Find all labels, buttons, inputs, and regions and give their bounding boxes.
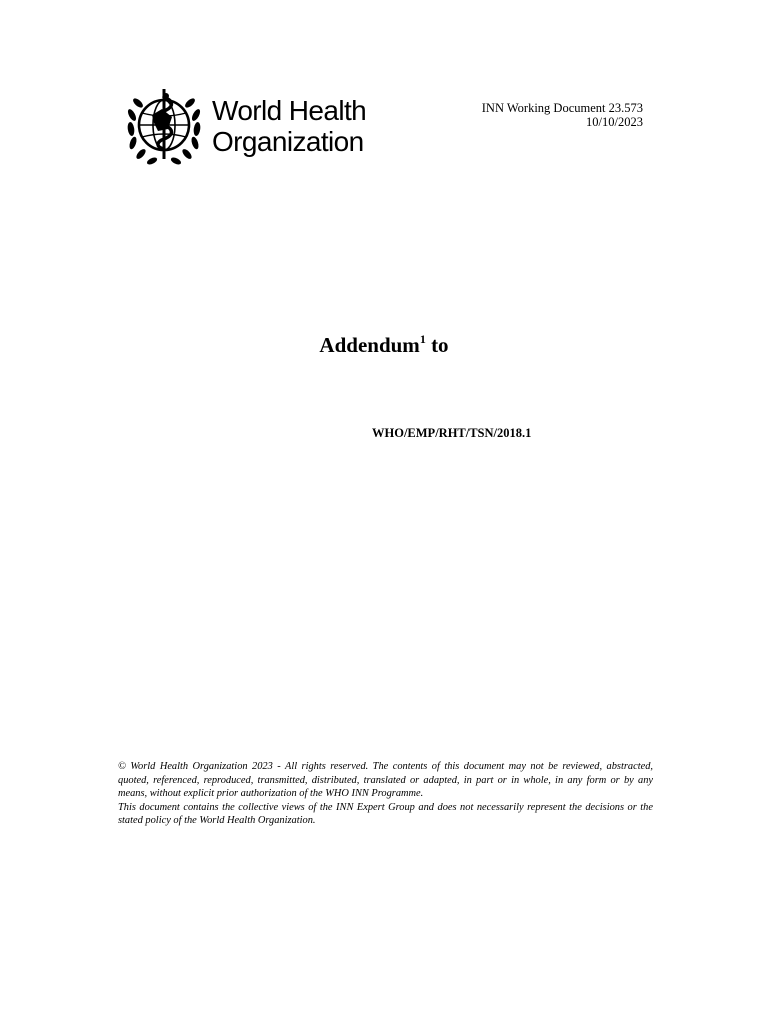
title-text: Addendum (319, 333, 420, 357)
org-name-line-2: Organization (212, 126, 364, 157)
footnote-marker: 1 (419, 332, 426, 346)
title-suffix: to (425, 333, 449, 357)
copyright-text: © World Health Organization 2023 - All rights reserved. The contents of this document may not be reviewed, abstracted, quoted, referenced, reproduced, transmitted, distributed, translated or adapted, in part or in whole, in any form or by any means, without explicit prior authorization of the WHO INN Programme. (118, 761, 653, 800)
who-logo (122, 85, 372, 167)
who-emblem-icon (122, 85, 206, 167)
organization-name (212, 95, 366, 157)
disclaimer-text: This document contains the collective views of the INN Expert Group and does not necessarily represent the decisions or the stated policy of the World Health Organization. (118, 801, 653, 827)
page-title (0, 333, 768, 358)
copyright-notice (118, 760, 653, 828)
document-reference: WHO/EMP/RHT/TSN/2018.1 (372, 426, 532, 440)
document-date: 10/10/2023 (586, 115, 643, 129)
document-number: INN Working Document 23.573 (481, 101, 643, 115)
org-name-line-1: World Health (212, 95, 367, 126)
document-info (482, 101, 643, 129)
